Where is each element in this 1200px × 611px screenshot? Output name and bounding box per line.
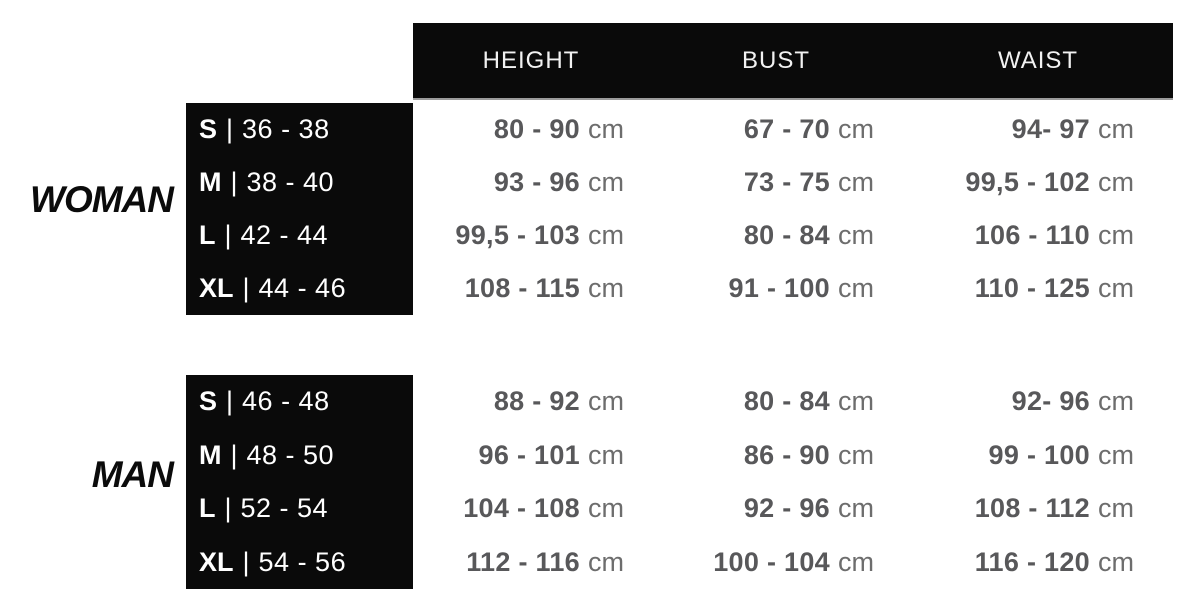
unit-label: cm <box>1098 114 1134 144</box>
height-value <box>413 103 624 156</box>
waist-range: 110 - 125 <box>974 273 1090 303</box>
size-range: 42 - 44 <box>240 220 329 250</box>
waist-range: 99,5 - 102 <box>965 167 1090 197</box>
bust-value <box>640 262 874 315</box>
height-range: 93 - 96 <box>493 167 580 197</box>
size-separator: | <box>224 493 232 523</box>
bust-value <box>640 103 874 156</box>
bust-range: 91 - 100 <box>728 273 830 303</box>
measurements-row <box>413 536 1173 590</box>
height-value <box>413 429 624 483</box>
size-range: 36 - 38 <box>242 114 330 144</box>
waist-value <box>880 375 1134 429</box>
size-range: 48 - 50 <box>246 439 335 470</box>
size-letter: L <box>199 493 216 523</box>
height-range: 80 - 90 <box>493 114 580 144</box>
waist-range: 108 - 112 <box>974 493 1090 523</box>
table-header <box>413 23 1173 100</box>
waist-value <box>880 262 1134 315</box>
unit-label: cm <box>588 114 624 144</box>
column-header-waist: WAIST <box>997 46 1079 74</box>
measurements-row <box>413 429 1173 483</box>
size-letter: XL <box>199 546 234 577</box>
size-separator: | <box>230 439 238 470</box>
man-size-box <box>186 375 413 589</box>
height-range: 104 - 108 <box>463 493 580 523</box>
bust-value <box>640 482 874 536</box>
unit-label: cm <box>1098 220 1134 250</box>
section-label-man: MAN <box>91 454 173 495</box>
waist-value <box>880 536 1134 590</box>
section-label-woman: WOMAN <box>30 179 173 220</box>
waist-range: 106 - 110 <box>974 220 1090 250</box>
unit-label: cm <box>838 439 874 470</box>
unit-label: cm <box>838 220 874 250</box>
height-range: 99,5 - 103 <box>455 220 580 250</box>
bust-range: 67 - 70 <box>743 114 830 144</box>
bust-range: 100 - 104 <box>713 546 830 577</box>
height-range: 112 - 116 <box>466 546 580 577</box>
unit-label: cm <box>838 114 874 144</box>
woman-size-box <box>186 103 413 315</box>
bust-range: 80 - 84 <box>743 386 830 416</box>
bust-range: 86 - 90 <box>743 439 830 470</box>
size-row-man-s <box>186 375 413 429</box>
unit-label: cm <box>588 167 624 197</box>
measurements-row <box>413 209 1173 262</box>
size-row-woman-m <box>186 156 413 209</box>
waist-value <box>880 209 1134 262</box>
unit-label: cm <box>588 439 624 470</box>
size-letter: M <box>199 167 222 197</box>
size-letter: L <box>199 220 216 250</box>
bust-value <box>640 429 874 483</box>
size-letter: S <box>199 386 218 416</box>
size-range: 52 - 54 <box>240 493 329 523</box>
bust-range: 92 - 96 <box>743 493 830 523</box>
size-range: 46 - 48 <box>242 386 330 416</box>
column-header-height: HEIGHT <box>482 46 580 74</box>
unit-label: cm <box>1098 386 1134 416</box>
woman-measurements <box>413 103 1173 315</box>
waist-value <box>880 156 1134 209</box>
size-letter: S <box>199 114 218 144</box>
unit-label: cm <box>1098 273 1134 303</box>
unit-label: cm <box>588 386 624 416</box>
man-measurements <box>413 375 1173 589</box>
unit-label: cm <box>1098 167 1134 197</box>
size-separator: | <box>224 220 232 250</box>
size-separator: | <box>226 386 234 416</box>
unit-label: cm <box>1098 493 1134 523</box>
unit-label: cm <box>588 546 624 577</box>
height-range: 108 - 115 <box>464 273 580 303</box>
size-row-man-m <box>186 429 413 483</box>
waist-range: 92- 96 <box>1011 386 1090 416</box>
size-letter: XL <box>199 273 234 303</box>
waist-range: 116 - 120 <box>974 546 1090 577</box>
unit-label: cm <box>588 273 624 303</box>
unit-label: cm <box>588 493 624 523</box>
size-separator: | <box>230 167 238 197</box>
bust-value <box>640 375 874 429</box>
bust-range: 73 - 75 <box>743 167 830 197</box>
measurements-row <box>413 482 1173 536</box>
height-range: 88 - 92 <box>493 386 580 416</box>
size-row-man-l <box>186 482 413 536</box>
unit-label: cm <box>838 273 874 303</box>
unit-label: cm <box>838 546 874 577</box>
unit-label: cm <box>1098 439 1134 470</box>
bust-value <box>640 209 874 262</box>
size-letter: M <box>199 439 222 470</box>
waist-range: 99 - 100 <box>988 439 1090 470</box>
height-value <box>413 262 624 315</box>
size-range: 44 - 46 <box>258 273 347 303</box>
measurements-row <box>413 375 1173 429</box>
waist-range: 94- 97 <box>1011 114 1090 144</box>
size-separator: | <box>226 114 234 144</box>
waist-value <box>880 482 1134 536</box>
height-value <box>413 536 624 590</box>
size-separator: | <box>242 546 250 577</box>
size-range: 54 - 56 <box>258 546 347 577</box>
size-range: 38 - 40 <box>246 167 335 197</box>
size-row-woman-s <box>186 103 413 156</box>
measurements-row <box>413 262 1173 315</box>
size-row-woman-xl <box>186 262 413 315</box>
waist-value <box>880 103 1134 156</box>
size-separator: | <box>242 273 250 303</box>
height-value <box>413 209 624 262</box>
bust-range: 80 - 84 <box>743 220 830 250</box>
height-value <box>413 375 624 429</box>
height-range: 96 - 101 <box>478 439 580 470</box>
unit-label: cm <box>838 167 874 197</box>
size-row-man-xl <box>186 536 413 590</box>
measurements-row <box>413 103 1173 156</box>
unit-label: cm <box>838 493 874 523</box>
height-value <box>413 156 624 209</box>
bust-value <box>640 536 874 590</box>
size-row-woman-l <box>186 209 413 262</box>
bust-value <box>640 156 874 209</box>
measurements-row <box>413 156 1173 209</box>
unit-label: cm <box>838 386 874 416</box>
waist-value <box>880 429 1134 483</box>
column-header-bust: BUST <box>741 46 810 74</box>
unit-label: cm <box>588 220 624 250</box>
unit-label: cm <box>1098 546 1134 577</box>
height-value <box>413 482 624 536</box>
